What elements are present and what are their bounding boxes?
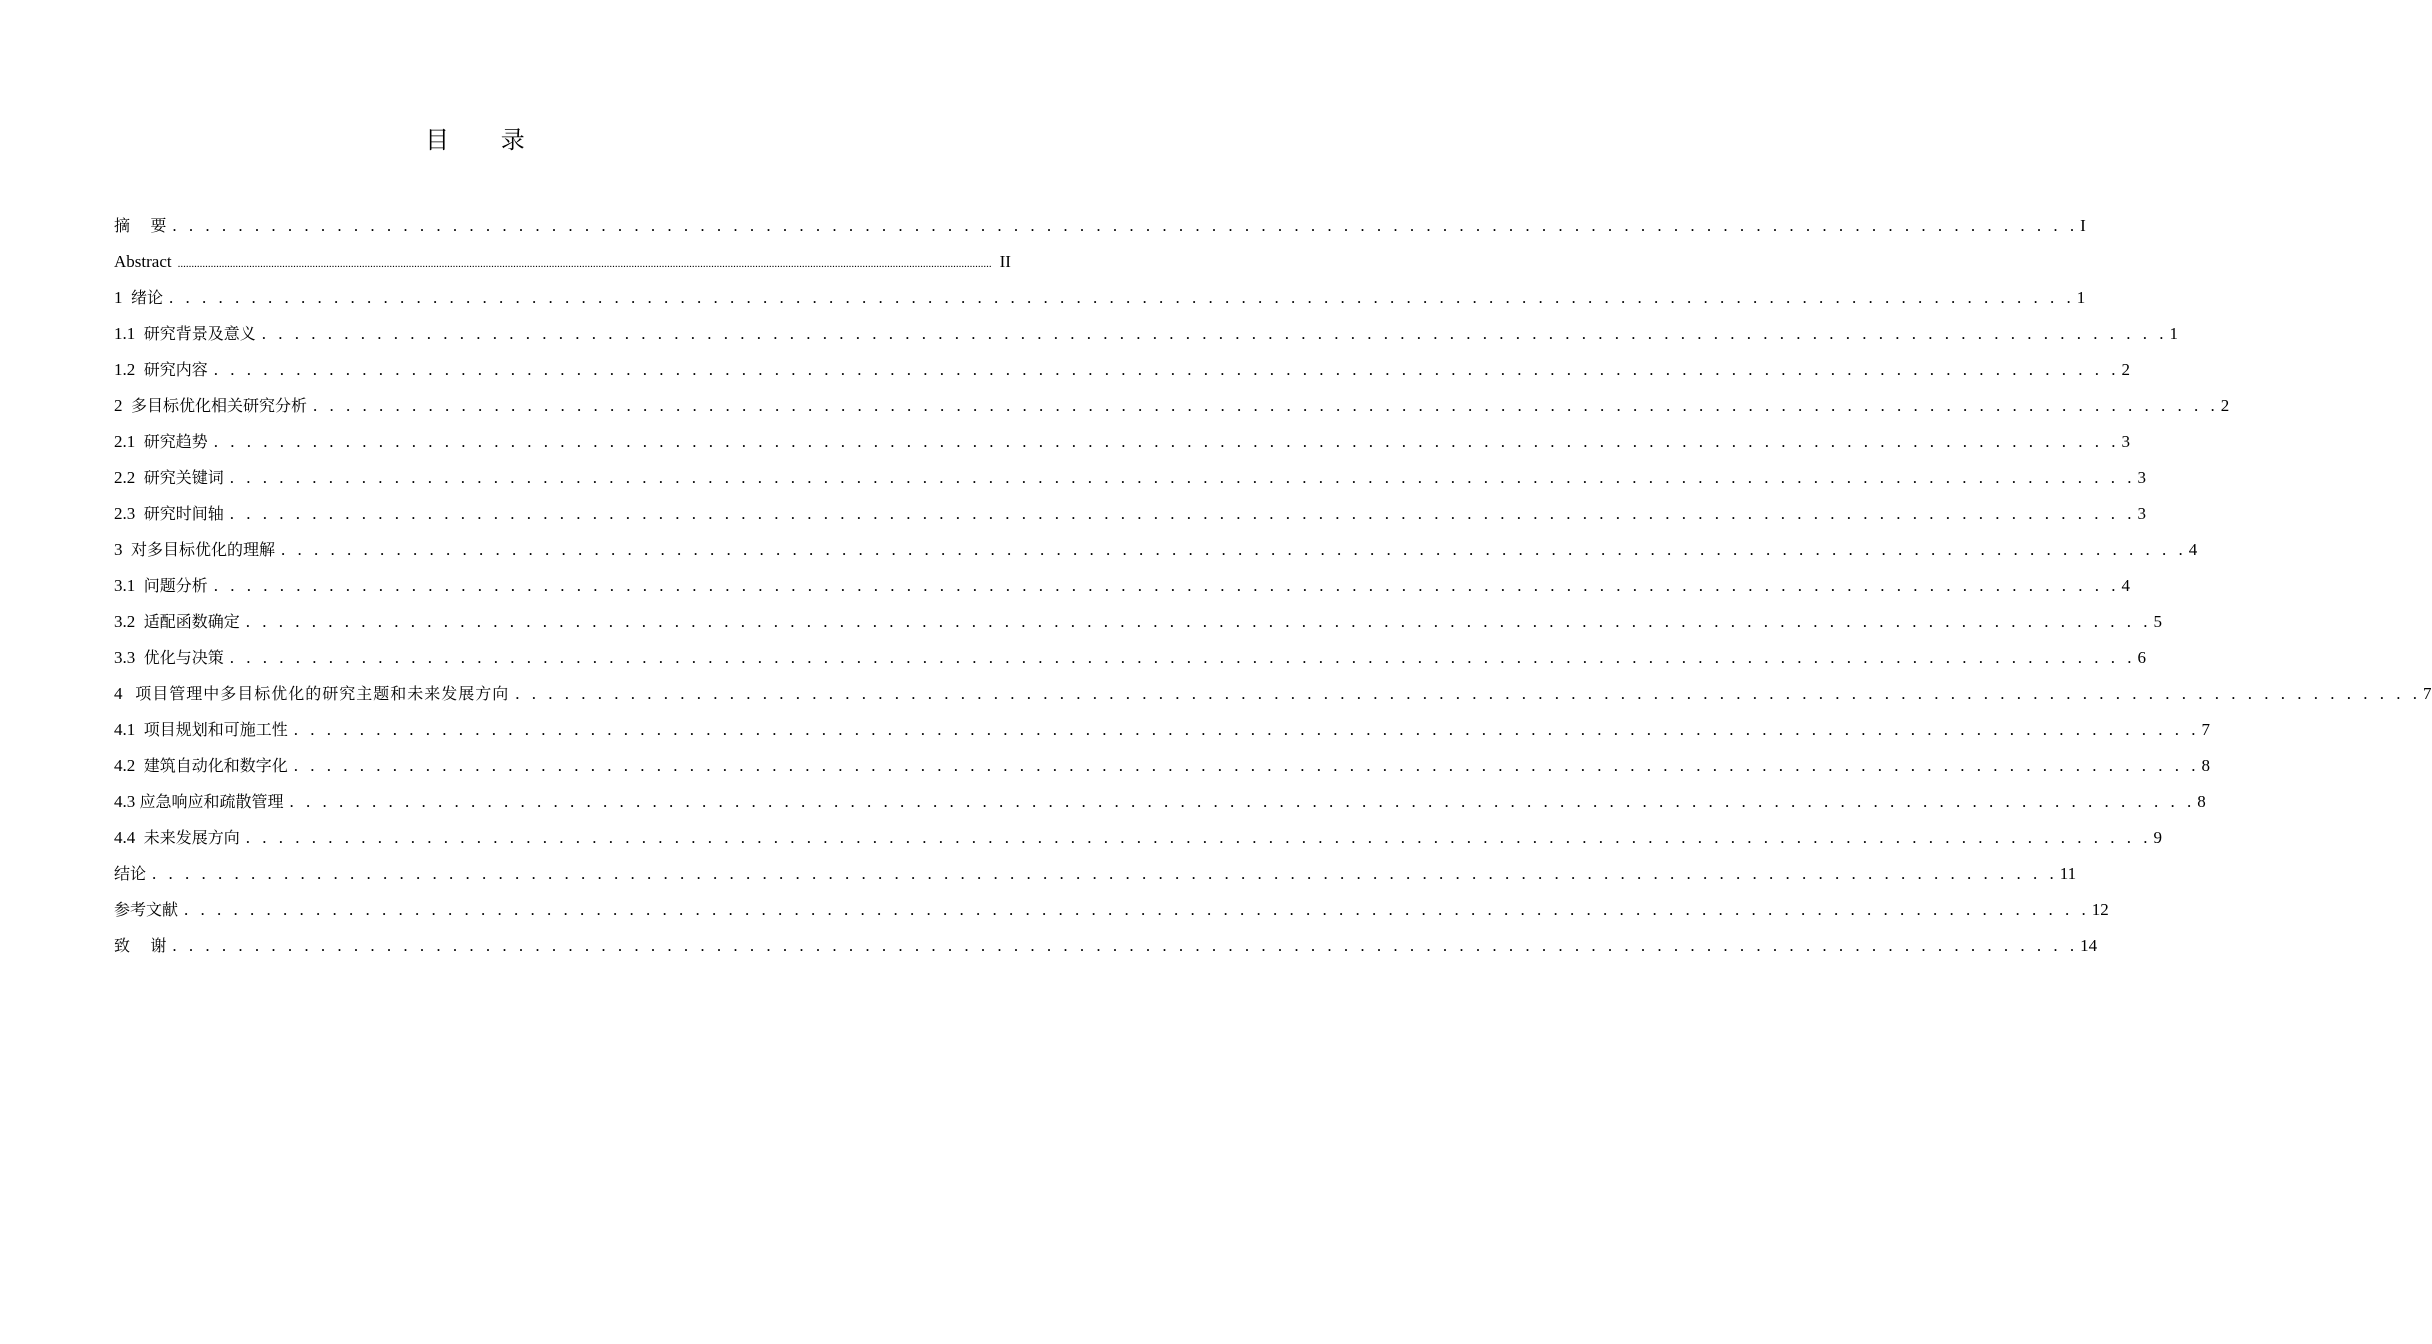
toc-entry-abstract-cn[interactable]: [114, 208, 2086, 244]
toc-entry-label: [114, 784, 290, 820]
toc-section-title: 项目管理中多目标优化的研究主题和未来发展方向: [135, 684, 510, 703]
toc-entry-label: [114, 460, 230, 496]
toc-entry-2-3[interactable]: [114, 496, 2147, 532]
toc-entry-conclusion[interactable]: [114, 856, 2077, 892]
toc-entry-label: [114, 604, 246, 640]
toc-entry-3-3[interactable]: [114, 640, 2147, 676]
toc-leader: . . . . . . . . . . . . . . . . . . . . . . . . . . . . . . . . . . . . . . . . . . . . . . . . . . . . . . . . . . . . . . . . . . . . . . . . . . . . . . . . . . . . . . . . . . . . . . . . . . . . . . . . . . . . . . . . . . . .: [213, 432, 2120, 451]
toc-leader: . . . . . . . . . . . . . . . . . . . . . . . . . . . . . . . . . . . . . . . . . . . . . . . . . . . . . . . . . . . . . . . . . . . . . . . . . . . . . . . . . . . . . . . . . . . . . . . . . . . . . . . . . . . . . . . . . . . .: [313, 396, 2219, 415]
toc-section-title: 建筑自动化和数字化: [143, 756, 288, 775]
toc-page-number: 7: [2201, 720, 2211, 739]
toc-leader: . . . . . . . . . . . . . . . . . . . . . . . . . . . . . . . . . . . . . . . . . . . . . . . . . . . . . . . . . . . . . . . . . . . . . . . . . . . . . . . . . . . . . . . . . . . . . . . . . . . . . . . . . . . . . . . . . . . .: [293, 756, 2200, 775]
toc-entry-label: Abstract: [114, 252, 172, 271]
toc-section-number: 2.3: [114, 504, 136, 523]
toc-leader: . . . . . . . . . . . . . . . . . . . . . . . . . . . . . . . . . . . . . . . . . . . . . . . . . . . . . . . . . . . . . . . . . . . . . . . . . . . . . . . . . . . . . . . . . . . . . . . . . . . . . . . . . . . . . . . . . . . .: [152, 864, 2058, 883]
toc-section-number: 4.1: [114, 720, 136, 739]
toc-page-number: 9: [2153, 828, 2163, 847]
toc-entry-acknowledgements[interactable]: [114, 928, 2098, 964]
toc-entry-label: [114, 820, 246, 856]
toc-entry-label: [114, 568, 214, 604]
toc-page-number: 7: [2423, 684, 2432, 703]
toc-section-number: 1: [114, 288, 123, 307]
toc-entry-4[interactable]: [114, 676, 2432, 712]
toc-leader: . . . . . . . . . . . . . . . . . . . . . . . . . . . . . . . . . . . . . . . . . . . . . . . . . . . . . . . . . . . . . . . . . . . . . . . . . . . . . . . . . . . . . . . . . . . . . . . . . . . . . . . . . . . . . . . . . . . .: [289, 792, 2196, 811]
toc-section-title: 适配函数确定: [143, 612, 240, 631]
toc-page-number: I: [2080, 216, 2086, 235]
toc-section-title: 研究内容: [143, 360, 208, 379]
toc-entry-4-1[interactable]: [114, 712, 2211, 748]
toc-entry-abstract-en[interactable]: [114, 244, 1011, 280]
toc-section-number: 4.2: [114, 756, 136, 775]
toc-entry-label: 参考文献: [114, 900, 179, 919]
toc-section-number: 4: [114, 684, 123, 703]
toc-entry-label: [114, 496, 230, 532]
toc-entry-label: [114, 316, 262, 352]
toc-section-number: 2: [114, 396, 123, 415]
toc-section-number: 3.1: [114, 576, 136, 595]
toc-leader: . . . . . . . . . . . . . . . . . . . . . . . . . . . . . . . . . . . . . . . . . . . . . . . . . . . . . . . . . . . . . . . . . . . . . . . . . . . . . . . . . . . . . . . . . . . . . . . . . . . . . . . . . . . . . . . . . . . .: [213, 360, 2120, 379]
toc-section-title: 未来发展方向: [143, 828, 240, 847]
toc-page-number: 2: [2220, 396, 2230, 415]
toc-section-title: 优化与决策: [143, 648, 224, 667]
toc-section-number: 3.2: [114, 612, 136, 631]
toc-entry-label: 致 谢: [114, 936, 167, 955]
toc-leader: . . . . . . . . . . . . . . . . . . . . . . . . . . . . . . . . . . . . . . . . . . . . . . . . . . . . . . . . . . . . . . . . . . . . . . . . . . . . . . . . . . . . . . . . . . . . . . . . . . . . . . . . . . . . . . . . . . . .: [245, 828, 2152, 847]
toc-page-number: 6: [2137, 648, 2147, 667]
toc-page-number: 2: [2121, 360, 2131, 379]
toc-entry-label: 结论: [114, 864, 147, 883]
toc-section-title: 研究背景及意义: [143, 324, 256, 343]
toc-section-title: 对多目标优化的理解: [131, 540, 276, 559]
toc-section-title: 研究时间轴: [143, 504, 224, 523]
toc-section-title: 多目标优化相关研究分析: [131, 396, 308, 415]
toc-page-number: 4: [2188, 540, 2198, 559]
toc-entry-label: [114, 424, 214, 460]
toc-leader: . . . . . . . . . . . . . . . . . . . . . . . . . . . . . . . . . . . . . . . . . . . . . . . . . . . . . . . . . . . . . . . . . . . . . . . . . . . . . . . . . . . . . . . . . . . . . . . . . . . . . . . . . . . . . . . . . . . .: [229, 648, 2136, 667]
table-of-contents: [114, 208, 2432, 964]
toc-entry-label: [114, 748, 294, 784]
toc-entry-1-1[interactable]: [114, 316, 2179, 352]
toc-entry-references[interactable]: [114, 892, 2109, 928]
toc-leader: . . . . . . . . . . . . . . . . . . . . . . . . . . . . . . . . . . . . . . . . . . . . . . . . . . . . . . . . . . . . . . . . . . . . . . . . . . . . . . . . . . . . . . . . . . . . . . . . . . . . . . . . . . . . . . . . . . . .: [515, 684, 2422, 703]
toc-section-number: 1.1: [114, 324, 136, 343]
toc-leader: . . . . . . . . . . . . . . . . . . . . . . . . . . . . . . . . . . . . . . . . . . . . . . . . . . . . . . . . . . . . . . . . . . . . . . . . . . . . . . . . . . . . . . . . . . . . . . . . . . . . . . . . . . . . . . . . . . . .: [229, 468, 2136, 487]
toc-entry-label: [114, 640, 230, 676]
toc-entry-label: [114, 388, 313, 424]
toc-section-title: 问题分析: [143, 576, 208, 595]
toc-leader: . . . . . . . . . . . . . . . . . . . . . . . . . . . . . . . . . . . . . . . . . . . . . . . . . . . . . . . . . . . . . . . . . . . . . . . . . . . . . . . . . . . . . . . . . . . . . . . . . . . . . . . . . . . . . . . . . . . .: [169, 288, 2075, 307]
toc-entry-2-2[interactable]: [114, 460, 2147, 496]
toc-leader: . . . . . . . . . . . . . . . . . . . . . . . . . . . . . . . . . . . . . . . . . . . . . . . . . . . . . . . . . . . . . . . . . . . . . . . . . . . . . . . . . . . . . . . . . . . . . . . . . . . . . . . . . . . . . . . . . . . .: [261, 324, 2168, 343]
toc-leader: . . . . . . . . . . . . . . . . . . . . . . . . . . . . . . . . . . . . . . . . . . . . . . . . . . . . . . . . . . . . . . . . . . . . . . . . . . . . . . . . . . . . . . . . . . . . . . . . . . . . . . . . . . . . . . . . . . . .: [281, 540, 2187, 559]
toc-page-number: 3: [2137, 504, 2147, 523]
toc-page-number: 8: [2197, 792, 2206, 811]
toc-section-number: 4.4: [114, 828, 136, 847]
toc-page-number: 5: [2153, 612, 2163, 631]
toc-section-number: 4.3: [114, 792, 136, 811]
toc-entry-3-1[interactable]: [114, 568, 2131, 604]
toc-entry-label: 摘 要: [114, 216, 167, 235]
toc-page-number: 11: [2059, 864, 2077, 883]
toc-section-number: 3.3: [114, 648, 136, 667]
toc-page-number: 3: [2121, 432, 2131, 451]
toc-entry-1-2[interactable]: [114, 352, 2131, 388]
toc-section-number: 2.2: [114, 468, 136, 487]
toc-leader: . . . . . . . . . . . . . . . . . . . . . . . . . . . . . . . . . . . . . . . . . . . . . . . . . . . . . . . . . . . . . . . . . . . . . . . . . . . . . . . . . . . . . . . . . . . . . . . . . . . . . . . . . . . . . . . . . . . .: [172, 216, 2079, 235]
toc-entry-label: [114, 676, 515, 712]
toc-entry-label: [114, 280, 169, 316]
toc-page-number: 4: [2121, 576, 2131, 595]
toc-section-number: 2.1: [114, 432, 136, 451]
page-title: 目 录: [425, 126, 547, 154]
toc-page-number: 1: [2076, 288, 2086, 307]
toc-entry-4-4[interactable]: [114, 820, 2163, 856]
toc-leader: . . . . . . . . . . . . . . . . . . . . . . . . . . . . . . . . . . . . . . . . . . . . . . . . . . . . . . . . . . . . . . . . . . . . . . . . . . . . . . . . . . . . . . . . . . . . . . . . . . . . . . . . . . . . . . . . . . . .: [293, 720, 2200, 739]
toc-entry-label: [114, 532, 281, 568]
toc-entry-3[interactable]: [114, 532, 2198, 568]
toc-section-title: 研究关键词: [143, 468, 224, 487]
toc-leader: . . . . . . . . . . . . . . . . . . . . . . . . . . . . . . . . . . . . . . . . . . . . . . . . . . . . . . . . . . . . . . . . . . . . . . . . . . . . . . . . . . . . . . . . . . . . . . . . . . . . . . . . . . . . . . . . . . . .: [213, 576, 2120, 595]
toc-entry-label: [114, 712, 294, 748]
toc-entry-2[interactable]: [114, 388, 2230, 424]
toc-page-number: 14: [2080, 936, 2098, 955]
toc-page-number: 12: [2091, 900, 2109, 919]
toc-section-number: 3: [114, 540, 123, 559]
toc-entry-4-2[interactable]: [114, 748, 2211, 784]
toc-section-title: 项目规划和可施工性: [143, 720, 288, 739]
toc-page-number: 1: [2169, 324, 2179, 343]
toc-section-title: 应急响应和疏散管理: [139, 792, 284, 811]
toc-page-number: 3: [2137, 468, 2147, 487]
toc-leader: . . . . . . . . . . . . . . . . . . . . . . . . . . . . . . . . . . . . . . . . . . . . . . . . . . . . . . . . . . . . . . . . . . . . . . . . . . . . . . . . . . . . . . . . . . . . . . . . . . . . . . . . . . . . . . . . . . . .: [245, 612, 2152, 631]
toc-entry-label: [114, 352, 214, 388]
toc-leader: . . . . . . . . . . . . . . . . . . . . . . . . . . . . . . . . . . . . . . . . . . . . . . . . . . . . . . . . . . . . . . . . . . . . . . . . . . . . . . . . . . . . . . . . . . . . . . . . . . . . . . . . . . . . . . . . . . . .: [172, 936, 2079, 955]
toc-entry-3-2[interactable]: [114, 604, 2163, 640]
toc-section-title: 研究趋势: [143, 432, 208, 451]
toc-section-title: 绪论: [131, 288, 164, 307]
toc-leader: . . . . . . . . . . . . . . . . . . . . . . . . . . . . . . . . . . . . . . . . . . . . . . . . . . . . . . . . . . . . . . . . . . . . . . . . . . . . . . . . . . . . . . . . . . . . . . . . . . . . . . . . . . . . . . . . . . . .: [229, 504, 2136, 523]
toc-entry-2-1[interactable]: [114, 424, 2131, 460]
toc-page-number: 8: [2201, 756, 2211, 775]
toc-leader: ........................................................................................................................................................................................................................................................................................................: [177, 258, 992, 270]
toc-entry-1[interactable]: [114, 280, 2086, 316]
toc-entry-4-3[interactable]: [114, 784, 2206, 820]
toc-section-number: 1.2: [114, 360, 136, 379]
toc-leader: . . . . . . . . . . . . . . . . . . . . . . . . . . . . . . . . . . . . . . . . . . . . . . . . . . . . . . . . . . . . . . . . . . . . . . . . . . . . . . . . . . . . . . . . . . . . . . . . . . . . . . . . . . . . . . . . . . . .: [184, 900, 2090, 919]
toc-page-number: II: [999, 252, 1011, 271]
